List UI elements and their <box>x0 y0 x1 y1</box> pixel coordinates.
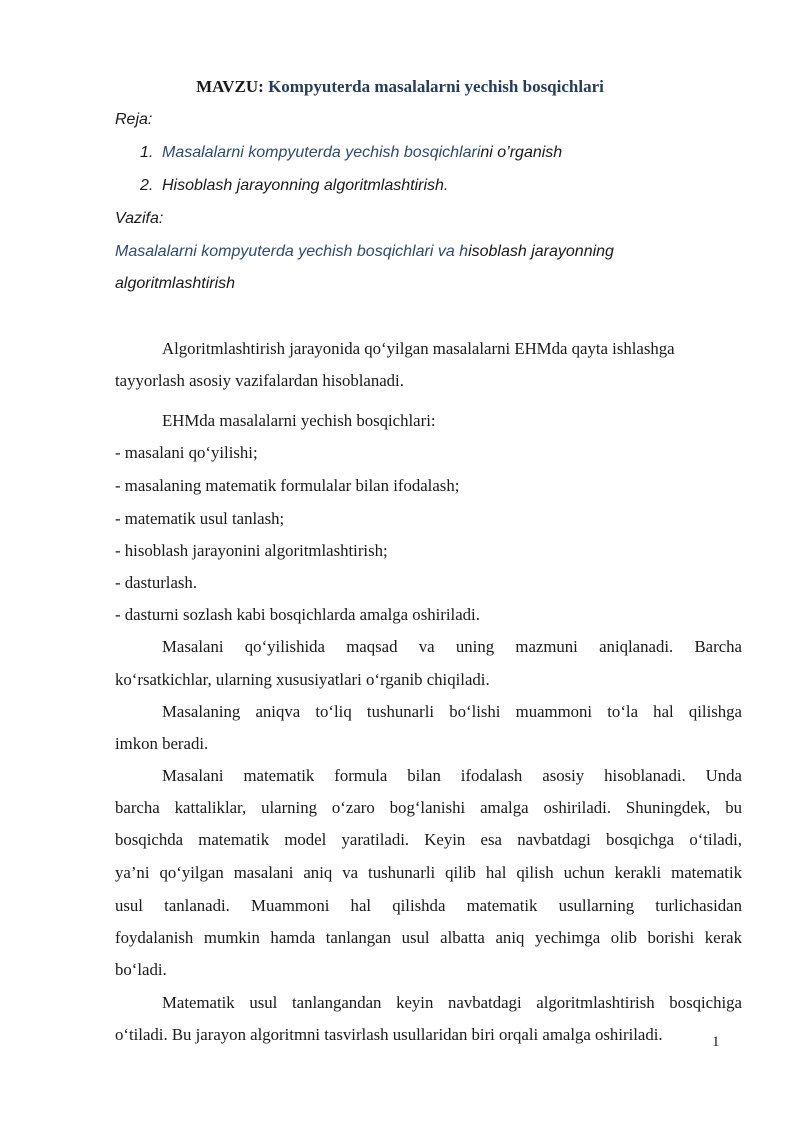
paragraph-1-line-1: Algoritmlashtirish jarayonida qo‘yilgan masalalarni EHMda qayta ishlashga <box>162 339 675 358</box>
stage-item: - masalaning matematik formulalar bilan ifodalash; <box>115 476 460 495</box>
plan-item-1 <box>140 142 562 164</box>
paragraph-4-line: bo‘ladi. <box>115 960 167 979</box>
plan-item-2-number: 2. <box>140 177 154 194</box>
plan-item-2-rest: Hisoblash jarayonning algoritmlashtirish. <box>162 177 449 194</box>
task-heading: Vazifa: <box>115 210 164 227</box>
stage-item: - matematik usul tanlash; <box>115 509 285 528</box>
stage-item: - masalani qo‘yilishi; <box>115 443 258 462</box>
page-number: 1 <box>712 1034 720 1050</box>
plan-item-1-rest: ni o’rganish <box>480 144 563 161</box>
paragraph-4-line: foydalanish mumkin hamda tanlangan usul albatta aniq yechimga olib borishi kerak <box>115 928 742 947</box>
paragraph-4-line: usul tanlanadi. Muammoni hal qilishda matematik usullarning turlichasidan <box>115 896 742 915</box>
page-title <box>0 76 800 98</box>
title-text: Kompyuterda masalalarni yechish bosqichlari <box>268 77 604 96</box>
paragraph-1-line-2: tayyorlash asosiy vazifalardan hisoblanadi. <box>115 371 404 390</box>
paragraph-5-line-2: o‘tiladi. Bu jarayon algoritmni tasvirlash usullaridan biri orqali amalga oshiriladi. <box>115 1025 663 1044</box>
paragraph-3-line-1: Masalaning aniqva to‘liq tushunarli bo‘lishi muammoni to‘la hal qilishga <box>162 702 742 721</box>
paragraph-2-line-2: ko‘rsatkichlar, ularning xususiyatlari o‘rganib chiqiladi. <box>115 670 490 689</box>
stage-item: - dasturni sozlash kabi bosqichlarda amalga oshiriladi. <box>115 605 480 624</box>
plan-item-1-number: 1. <box>140 144 154 161</box>
title-label: MAVZU: <box>196 77 264 96</box>
paragraph-3-line-2: imkon beradi. <box>115 734 209 753</box>
paragraph-4-line: bosqichda matematik model yaratiladi. Keyin esa navbatdagi bosqichga o‘tiladi, <box>115 830 742 849</box>
plan-heading: Reja: <box>115 111 153 128</box>
task-line-1-rest: isoblash jarayonning <box>468 243 614 260</box>
plan-item-1-blue: Masalalarni kompyuterda yechish bosqichlari <box>162 144 481 161</box>
paragraph-4-line: ya’ni qo‘yilgan masalani aniq va tushunarli qilib hal qilish uchun kerakli matematik <box>115 863 742 882</box>
paragraph-4-line: barcha kattaliklar, ularning o‘zaro bog‘lanishi amalga oshiriladi. Shuningdek, bu <box>115 798 742 817</box>
paragraph-5-line-1: Matematik usul tanlangandan keyin navbatdagi algoritmlashtirish bosqichiga <box>162 993 742 1012</box>
task-line-1-blue: Masalalarni kompyuterda yechish bosqichlari va h <box>115 243 469 260</box>
paragraph-4-line: Masalani matematik formula bilan ifodalash asosiy hisoblanadi. Unda <box>162 766 742 785</box>
task-line-2: algoritmlashtirish <box>115 275 236 292</box>
paragraph-2-line-1: Masalani qo‘yilishida maqsad va uning mazmuni aniqlanadi. Barcha <box>162 637 742 656</box>
stages-heading: EHMda masalalarni yechish bosqichlari: <box>162 411 436 430</box>
plan-item-2 <box>140 175 448 197</box>
stage-item: - dasturlash. <box>115 573 198 592</box>
task-line-1 <box>115 241 614 263</box>
stage-item: - hisoblash jarayonini algoritmlashtirish; <box>115 541 388 560</box>
